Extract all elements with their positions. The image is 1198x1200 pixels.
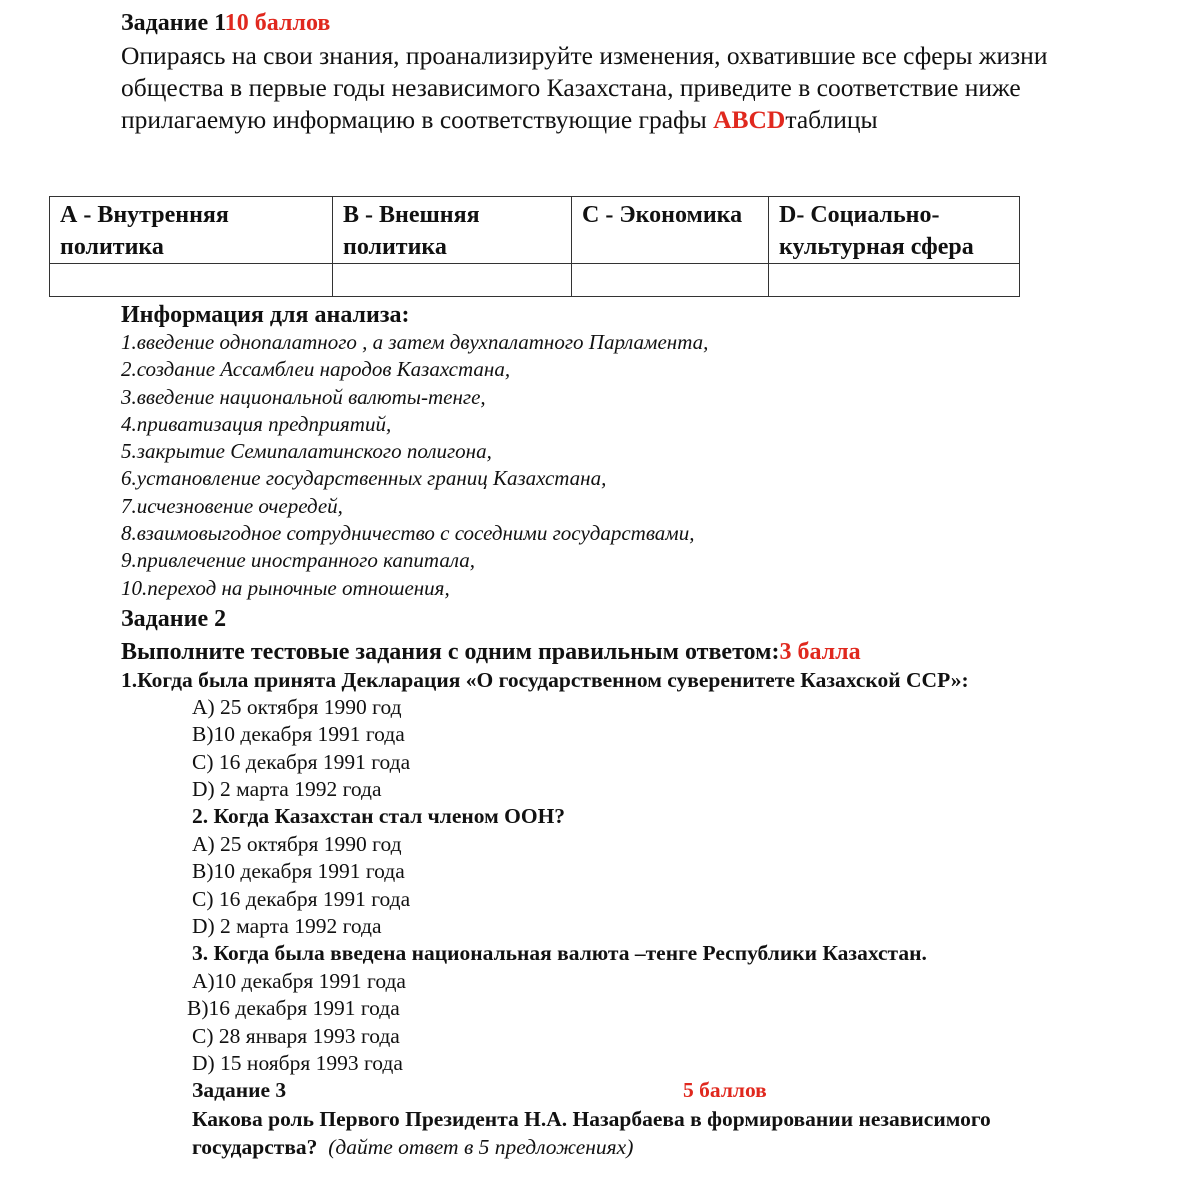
task1-heading [121,8,330,38]
task2-instruction [121,637,861,667]
abcd-table-header-row [50,197,1020,264]
task2-points: 3 балла [779,639,861,665]
option-c[interactable]: С) 16 декабря 1991 года [192,886,411,911]
task1-points: 10 баллов [224,10,331,36]
info-title: Информация для анализа: [121,302,410,328]
task2-instruction-text: Выполните тестовые задания с одним правильным ответом: [121,639,780,665]
info-item: 1.введение однопалатного , а затем двухпалатного Парламента, [121,330,709,354]
option-a[interactable]: А) 25 октября 1990 год [192,695,402,719]
question-1-options [192,694,410,803]
option-b[interactable]: В)10 декабря 1991 года [192,722,405,747]
option-b[interactable]: В)16 декабря 1991 года [187,996,400,1021]
task1-instruction [121,40,1081,136]
answer-cell-b[interactable] [333,264,572,297]
question-2: 2. Когда Казахстан стал членом ООН? [192,804,566,828]
question-1: 1.Когда была принята Декларация «О государственном суверенитете Казахской ССР»: [121,668,969,692]
answer-cell-a[interactable] [50,264,333,297]
option-d[interactable]: D) 2 марта 1992 года [192,776,382,801]
task1-instruction-highlight: ABCD [713,105,786,134]
option-d[interactable]: D) 2 марта 1992 года [192,913,382,938]
option-b[interactable]: В)10 декабря 1991 года [192,859,405,884]
info-item: 5.закрытие Семипалатинского полигона, [121,439,492,464]
header-a-internal-policy: А - Внутренняя политика [50,197,333,264]
abcd-table [49,196,1020,297]
info-item: 4.приватизация предприятий, [121,411,392,436]
task1-instruction-tail: таблицы [785,105,878,134]
task1-label: Задание 1 [121,10,225,36]
header-b-foreign-policy: В - Внешняя политика [333,197,572,264]
header-c-economy: С - Экономика [572,197,769,264]
info-item: 2.создание Ассамблеи народов Казахстана, [121,357,511,382]
header-d-socio-cultural: D- Социально-культурная сфера [769,197,1020,264]
option-d[interactable]: D) 15 ноября 1993 года [192,1050,403,1075]
task3-question-text: Какова роль Первого Президента Н.А. Назарбаева в формировании независимого государства? [192,1107,991,1159]
question-3: 3. Когда была введена национальная валюта –тенге Республики Казахстан. [192,941,927,965]
task3-heading: Задание 3 [192,1078,287,1102]
info-item: 8.взаимовыгодное сотрудничество с соседними государствами, [121,521,695,546]
info-item: 10.переход на рыночные отношения, [121,575,450,600]
info-item: 9.привлечение иностранного капитала, [121,548,475,573]
answer-cell-c[interactable] [572,264,769,297]
task3-hint: (дайте ответ в 5 предложениях) [328,1135,634,1159]
info-item: 6.установление государственных границ Казахстана, [121,466,607,491]
option-a[interactable]: А) 25 октября 1990 год [192,832,402,856]
option-a[interactable]: А)10 декабря 1991 года [192,969,406,993]
answer-cell-d[interactable] [769,264,1020,297]
abcd-table-answer-row [50,264,1020,297]
task1-instruction-text: Опираясь на свои знания, проанализируйте изменения, охватившие все сферы жизни общества в первые годы независимого Казахстана, приведите в соответствие ниже прилагаемую информацию в соответствующие графы [121,41,1048,134]
option-c[interactable]: С) 16 декабря 1991 года [192,749,411,774]
info-list [121,329,708,602]
task2-heading: Задание 2 [121,606,227,632]
task3-points: 5 баллов [683,1078,767,1102]
info-item: 7.исчезновение очередей, [121,493,343,518]
question-3-options [187,968,406,1077]
info-item: 3.введение национальной валюты-тенге, [121,384,486,409]
question-2-options [192,831,410,940]
option-c[interactable]: С) 28 января 1993 года [192,1023,400,1048]
task3-question [192,1105,1092,1161]
